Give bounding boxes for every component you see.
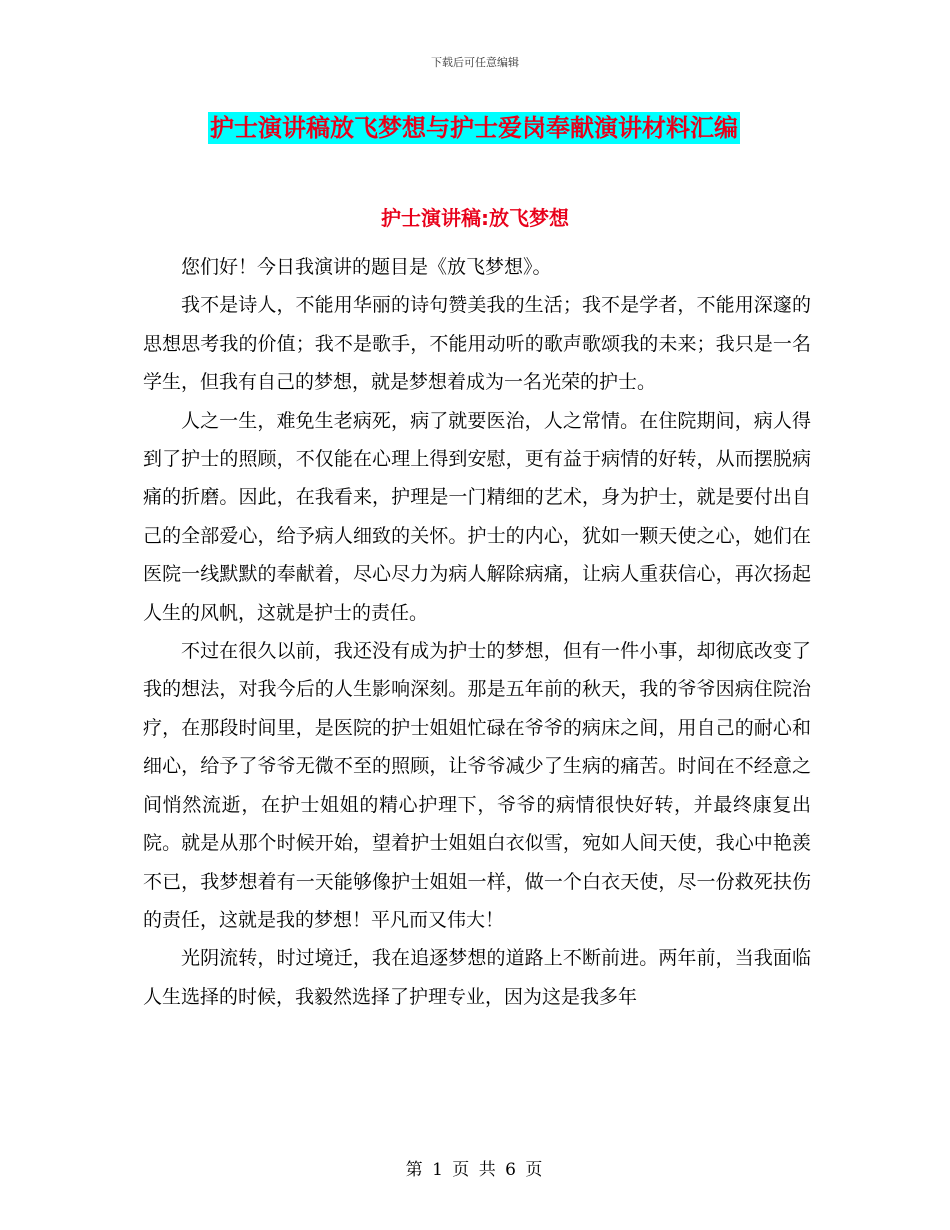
header-note: 下载后可任意编辑 bbox=[431, 56, 519, 69]
paragraph: 光阴流转，时过境迁，我在追逐梦想的道路上不断前进。两年前，当我面临人生选择的时候，我毅然选择了护理专业，因为这是我多年 bbox=[143, 947, 811, 1008]
page-number: 第 1 页 共 6 页 bbox=[405, 1160, 545, 1180]
paragraph: 我不是诗人，不能用华丽的诗句赞美我的生活；我不是学者，不能用深邃的思想思考我的价值；我不是歌手，不能用动听的歌声歌颂我的未来；我只是一名学生，但我有自己的梦想，就是梦想着成为一名光荣的护士。 bbox=[143, 294, 811, 394]
paragraph: 您们好！今日我演讲的题目是《放飞梦想》。 bbox=[181, 256, 552, 278]
paragraph: 不过在很久以前，我还没有成为护士的梦想，但有一件小事，却彻底改变了我的想法，对我今后的人生影响深刻。那是五年前的秋天，我的爷爷因病住院治疗，在那段时间里，是医院的护士姐姐忙碌在爷爷的病床之间，用自己的耐心和细心，给予了爷爷无微不至的照顾，让爷爷减少了生病的痛苦。时间在不经意之间悄然流逝，在护士姐姐的精心护理下，爷爷的病情很快好转，并最终康复出院。就是从那个时候开始，望着护士姐姐白衣似雪，宛如人间天使，我心中艳羡不已，我梦想着有一天能够像护士姐姐一样，做一个白衣天使，尽一份救死扶伤的责任，这就是我的梦想！平凡而又伟大！ bbox=[143, 640, 811, 931]
section-title: 护士演讲稿:放飞梦想 bbox=[381, 206, 569, 230]
main-title: 护士演讲稿放飞梦想与护士爱岗奉献演讲材料汇编 bbox=[210, 114, 738, 142]
main-title-container bbox=[208, 112, 740, 144]
paragraph: 人之一生，难免生老病死，病了就要医治，人之常情。在住院期间，病人得到了护士的照顾，不仅能在心理上得到安慰，更有益于病情的好转，从而摆脱病痛的折磨。因此，在我看来，护理是一门精细的艺术，身为护士，就是要付出自己的全部爱心，给予病人细致的关怀。护士的内心，犹如一颗天使之心，她们在医院一线默默的奉献着，尽心尽力为病人解除病痛，让病人重获信心，再次扬起人生的风帆，这就是护士的责任。 bbox=[143, 409, 811, 624]
document-body bbox=[143, 248, 811, 1016]
